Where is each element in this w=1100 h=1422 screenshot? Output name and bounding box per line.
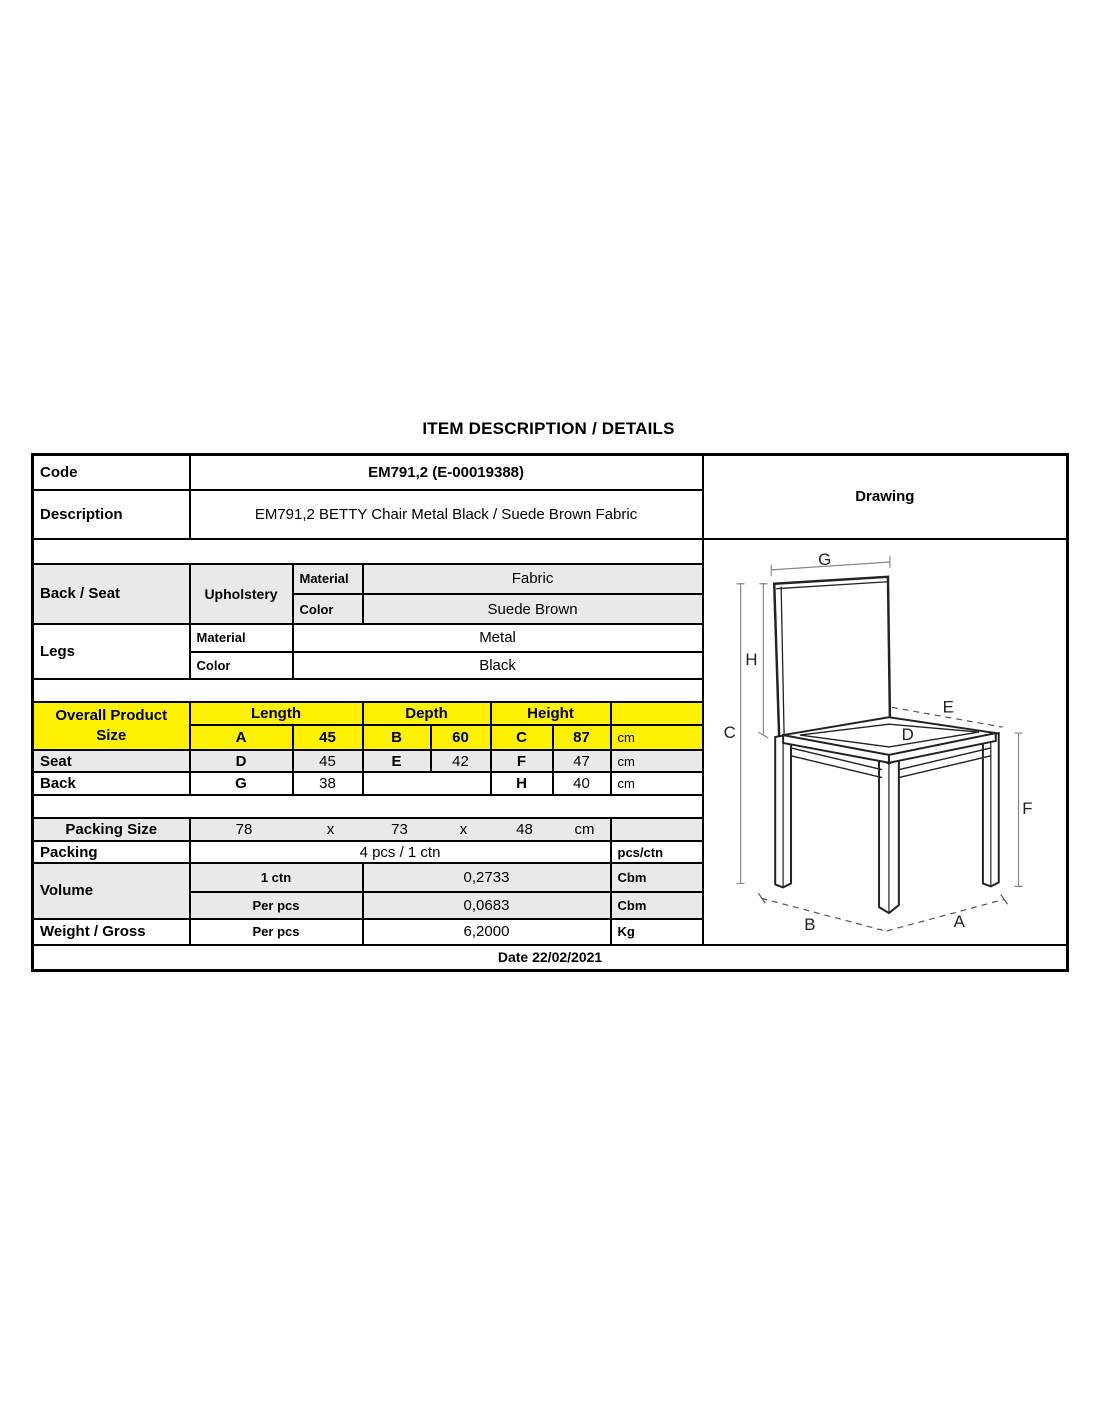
seat-height-key: F [491,750,553,772]
volume-pcs-unit: Cbm [611,892,703,919]
overall-product-label-line2: Size [96,726,127,744]
dim-line-C [736,583,744,883]
overall-depth-value: 60 [431,725,491,750]
legs-color-value: Black [293,652,703,679]
page-title: ITEM DESCRIPTION / DETAILS [422,419,675,438]
spacer [33,795,703,818]
packing-size-x2: x [459,821,468,838]
overall-length-key: A [190,725,293,750]
spacer-row [33,539,1068,564]
packing-size-unit: cm [574,821,595,838]
spacer [33,679,703,702]
back-unit: cm [611,772,703,795]
back-length-value: 38 [293,772,363,795]
volume-ctn-label: 1 ctn [190,863,363,892]
packing-size-values [190,818,611,841]
dim-line-B [761,898,885,934]
drawing-cell [703,539,1068,945]
label-E: E [942,696,954,716]
seat-depth-value: 42 [431,750,491,772]
spacer [33,539,703,564]
upholstery-material-value: Fabric [363,564,703,595]
volume-ctn-value: 0,2733 [363,863,611,892]
overall-unit: cm [611,725,703,750]
label-C: C [723,722,736,742]
back-height-key: H [491,772,553,795]
weight-label: Weight / Gross [33,919,190,945]
upholstery-label: Upholstery [190,564,293,625]
weight-unit: Kg [611,919,703,945]
height-header: Height [491,702,611,726]
dim-line-H [758,583,768,737]
label-F: F [1021,798,1033,818]
back-depth-empty [363,772,491,795]
date-value: Date 22/02/2021 [33,945,1068,971]
weight-value: 6,2000 [363,919,611,945]
dim-line-A [887,899,1005,931]
overall-depth-key: B [363,725,431,750]
seat-length-key: D [190,750,293,772]
overall-length-value: 45 [293,725,363,750]
volume-ctn-unit: Cbm [611,863,703,892]
dim-line-F [1014,733,1022,886]
description-value: EM791,2 BETTY Chair Metal Black / Suede Brown Fabric [190,490,703,539]
unit-header-empty [611,702,703,726]
date-row [33,945,1068,971]
back-label: Back [33,772,190,795]
label-A: A [953,911,965,931]
packing-value: 4 pcs / 1 ctn [190,841,611,863]
legs-color-label: Color [190,652,293,679]
code-row [33,455,1068,490]
label-G: G [817,549,831,569]
packing-unit: pcs/ctn [611,841,703,863]
back-length-key: G [190,772,293,795]
seat-depth-key: E [363,750,431,772]
back-height-value: 40 [553,772,611,795]
code-label: Code [33,455,190,490]
label-H: H [744,649,758,669]
label-D: D [901,724,914,744]
upholstery-color-value: Suede Brown [363,594,703,624]
depth-header: Depth [363,702,491,726]
volume-pcs-label: Per pcs [190,892,363,919]
seat-label: Seat [33,750,190,772]
packing-size-height: 48 [516,821,533,838]
packing-size-length: 78 [235,821,253,838]
code-value: EM791,2 (E-00019388) [190,455,703,490]
overall-height-key: C [491,725,553,750]
volume-label: Volume [33,863,190,919]
description-label: Description [33,490,190,539]
item-details-table [31,453,1069,972]
overall-product-size-label [33,702,190,751]
seat-height-value: 47 [553,750,611,772]
seat-length-value: 45 [293,750,363,772]
packing-size-label: Packing Size [33,818,190,841]
upholstery-material-label: Material [293,564,363,595]
legs-material-label: Material [190,624,293,652]
packing-size-empty [611,818,703,841]
back-seat-label: Back / Seat [33,564,190,625]
packing-size-x1: x [326,821,335,838]
volume-pcs-value: 0,0683 [363,892,611,919]
packing-size-depth: 73 [391,821,408,838]
upholstery-color-label: Color [293,594,363,624]
overall-height-value: 87 [553,725,611,750]
packing-label: Packing [33,841,190,863]
overall-product-label-line1: Overall Product [55,706,168,724]
legs-label: Legs [33,624,190,679]
length-header: Length [190,702,363,726]
legs-material-value: Metal [293,624,703,652]
seat-unit: cm [611,750,703,772]
weight-sub-label: Per pcs [190,919,363,945]
chair-drawing [704,540,1065,940]
drawing-header: Drawing [703,455,1068,539]
label-B: B [803,914,815,934]
chair-backrest [774,576,890,736]
